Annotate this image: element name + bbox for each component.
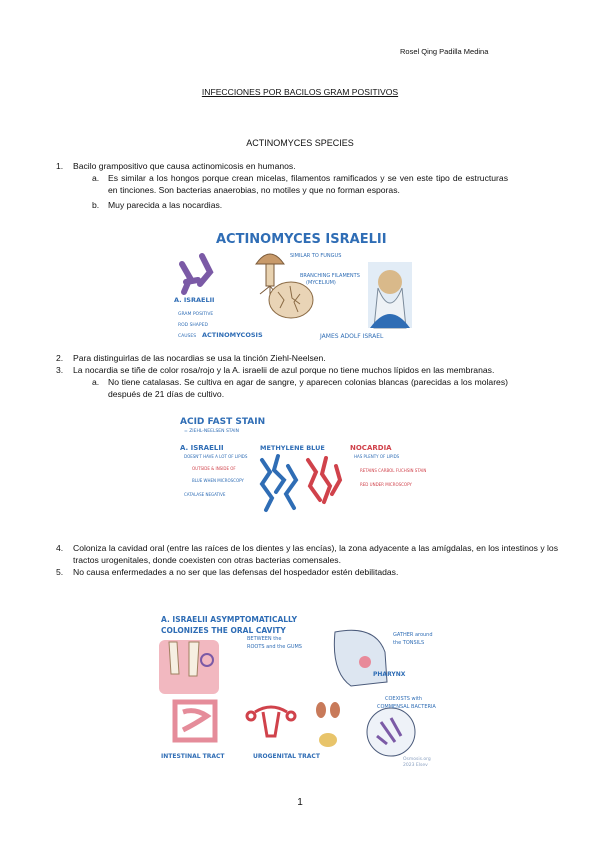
fig3-tonsils: the TONSILS	[393, 640, 425, 646]
blue-filaments-icon	[262, 456, 296, 510]
list-number: a.	[92, 173, 100, 183]
tooth-gum-icon	[159, 640, 219, 694]
fig2-subtitle: = ZIEHL-NEELSEN STAIN	[184, 429, 239, 434]
fig1-causes: CAUSES	[178, 334, 197, 339]
list-number: 3.	[56, 365, 64, 375]
bacteria-circle-icon	[367, 708, 415, 756]
red-filaments-icon	[308, 458, 340, 502]
fig2-a-israelii: A. ISRAELII	[180, 444, 224, 452]
fig1-james: JAMES ADOLF ISRAEL	[320, 333, 384, 340]
fig1-gram: GRAM POSITIVE	[178, 312, 214, 317]
document-title: INFECCIONES POR BACILOS GRAM POSITIVOS	[201, 87, 399, 97]
fig2-n2: RETAINS CARBOL FUCHSIN STAIN	[360, 468, 427, 473]
fig3-between: BETWEEN the	[247, 636, 282, 642]
list-text: No tiene catalasas. Se cultiva en agar de sangre, y aparecen colonias blancas (parecidas a los molares) después de 21 días de cultivo.	[108, 377, 508, 399]
fig3-title1: A. ISRAELII ASYMPTOMATICALLY	[161, 615, 298, 624]
list-text: Es similar a los hongos porque crean micelas, filamentos ramificados y se ven este tipo de estructuras en tinciones. Son bacterias anaerobias, no motiles y que no forman esporas.	[108, 173, 508, 195]
fig3-gather: GATHER around	[393, 632, 433, 638]
section-title: ACTINOMYCES SPECIES	[246, 138, 354, 148]
fig1-actino: ACTINOMYCOSIS	[202, 331, 263, 339]
portrait-image	[368, 262, 412, 328]
fig1-mycelium: (MYCELIUM)	[306, 280, 336, 286]
page-number: 1	[297, 797, 303, 808]
fig2-a2: OUTSIDE & INSIDE OF	[192, 466, 236, 471]
fig2-nocardia: NOCARDIA	[350, 444, 392, 452]
fig3-roots: ROOTS and the GUMS	[247, 644, 302, 650]
fig1-similar: SIMILAR TO FUNGUS	[290, 253, 342, 259]
list-number: 2.	[56, 353, 64, 363]
fig3-urogenital: UROGENITAL TRACT	[253, 753, 320, 760]
intestines-icon	[175, 702, 215, 740]
fig3-commensal: COMMENSAL BACTERIA	[377, 704, 436, 710]
fig2-a4: CATALASE NEGATIVE	[184, 492, 226, 497]
list-text: La nocardia se tiñe de color rosa/rojo y la A. israelii de azul porque no tiene muchos lípidos en las membranas.	[73, 365, 495, 375]
mycelium-icon	[269, 282, 313, 318]
fig1-rod: ROD SHAPED	[178, 323, 208, 328]
kidneys-icon	[316, 702, 340, 747]
fig3-osmosis: Osmosis.org	[403, 757, 431, 762]
fig2-n1: HAS PLENTY OF LIPIDS	[354, 454, 400, 459]
list-text: Muy parecida a las nocardias.	[108, 200, 223, 210]
fig3-year: 2023 Elsev	[403, 763, 428, 768]
fig2-title: ACID FAST STAIN	[180, 417, 266, 427]
list-number: 4.	[56, 543, 64, 553]
fig3-title2: COLONIZES THE ORAL CAVITY	[161, 626, 286, 635]
fig1-branching: BRANCHING FILAMENTS	[300, 273, 360, 279]
list-text: Bacilo grampositivo que causa actinomicosis en humanos.	[73, 161, 296, 171]
fig3-coexists: COEXISTS with	[385, 696, 423, 702]
oral-cavity-figure	[155, 612, 445, 772]
fig2-a1: DOESN'T HAVE A LOT OF LIPIDS	[184, 454, 248, 459]
list-number: 1.	[56, 161, 64, 171]
fig3-pharynx: PHARYNX	[373, 671, 406, 678]
uterus-icon	[247, 707, 295, 736]
acid-fast-stain-figure	[170, 410, 427, 518]
list-text: Coloniza la cavidad oral (entre las raíces de los dientes y las encías), la zona adyacente a las amígdalas, en los intestinos y los tractos urogenitales, donde coexisten con otras bacterias comensales.	[73, 543, 558, 565]
actinomyces-israelii-figure	[160, 222, 414, 344]
list-text: No causa enfermedades a no ser que las defensas del hospedador estén debilitadas.	[73, 567, 399, 577]
list-number: b.	[92, 200, 100, 210]
author-name: Rosel Qing Padilla Medina	[400, 47, 489, 56]
list-text: Para distinguirlas de las nocardias se usa la tinción Ziehl-Neelsen.	[73, 353, 326, 363]
fig1-title: ACTINOMYCES ISRAELII	[216, 232, 387, 247]
fig2-methylene: METHYLENE BLUE	[260, 444, 325, 452]
fig2-a3: BLUE WHEN MICROSCOPY	[192, 478, 244, 483]
list-number: a.	[92, 377, 100, 387]
list-number: 5.	[56, 567, 64, 577]
fig1-a-israelii: A. ISRAELII	[174, 296, 215, 304]
fig3-intestinal: INTESTINAL TRACT	[161, 753, 225, 760]
fig2-n3: RED UNDER MICROSCOPY	[360, 482, 412, 487]
